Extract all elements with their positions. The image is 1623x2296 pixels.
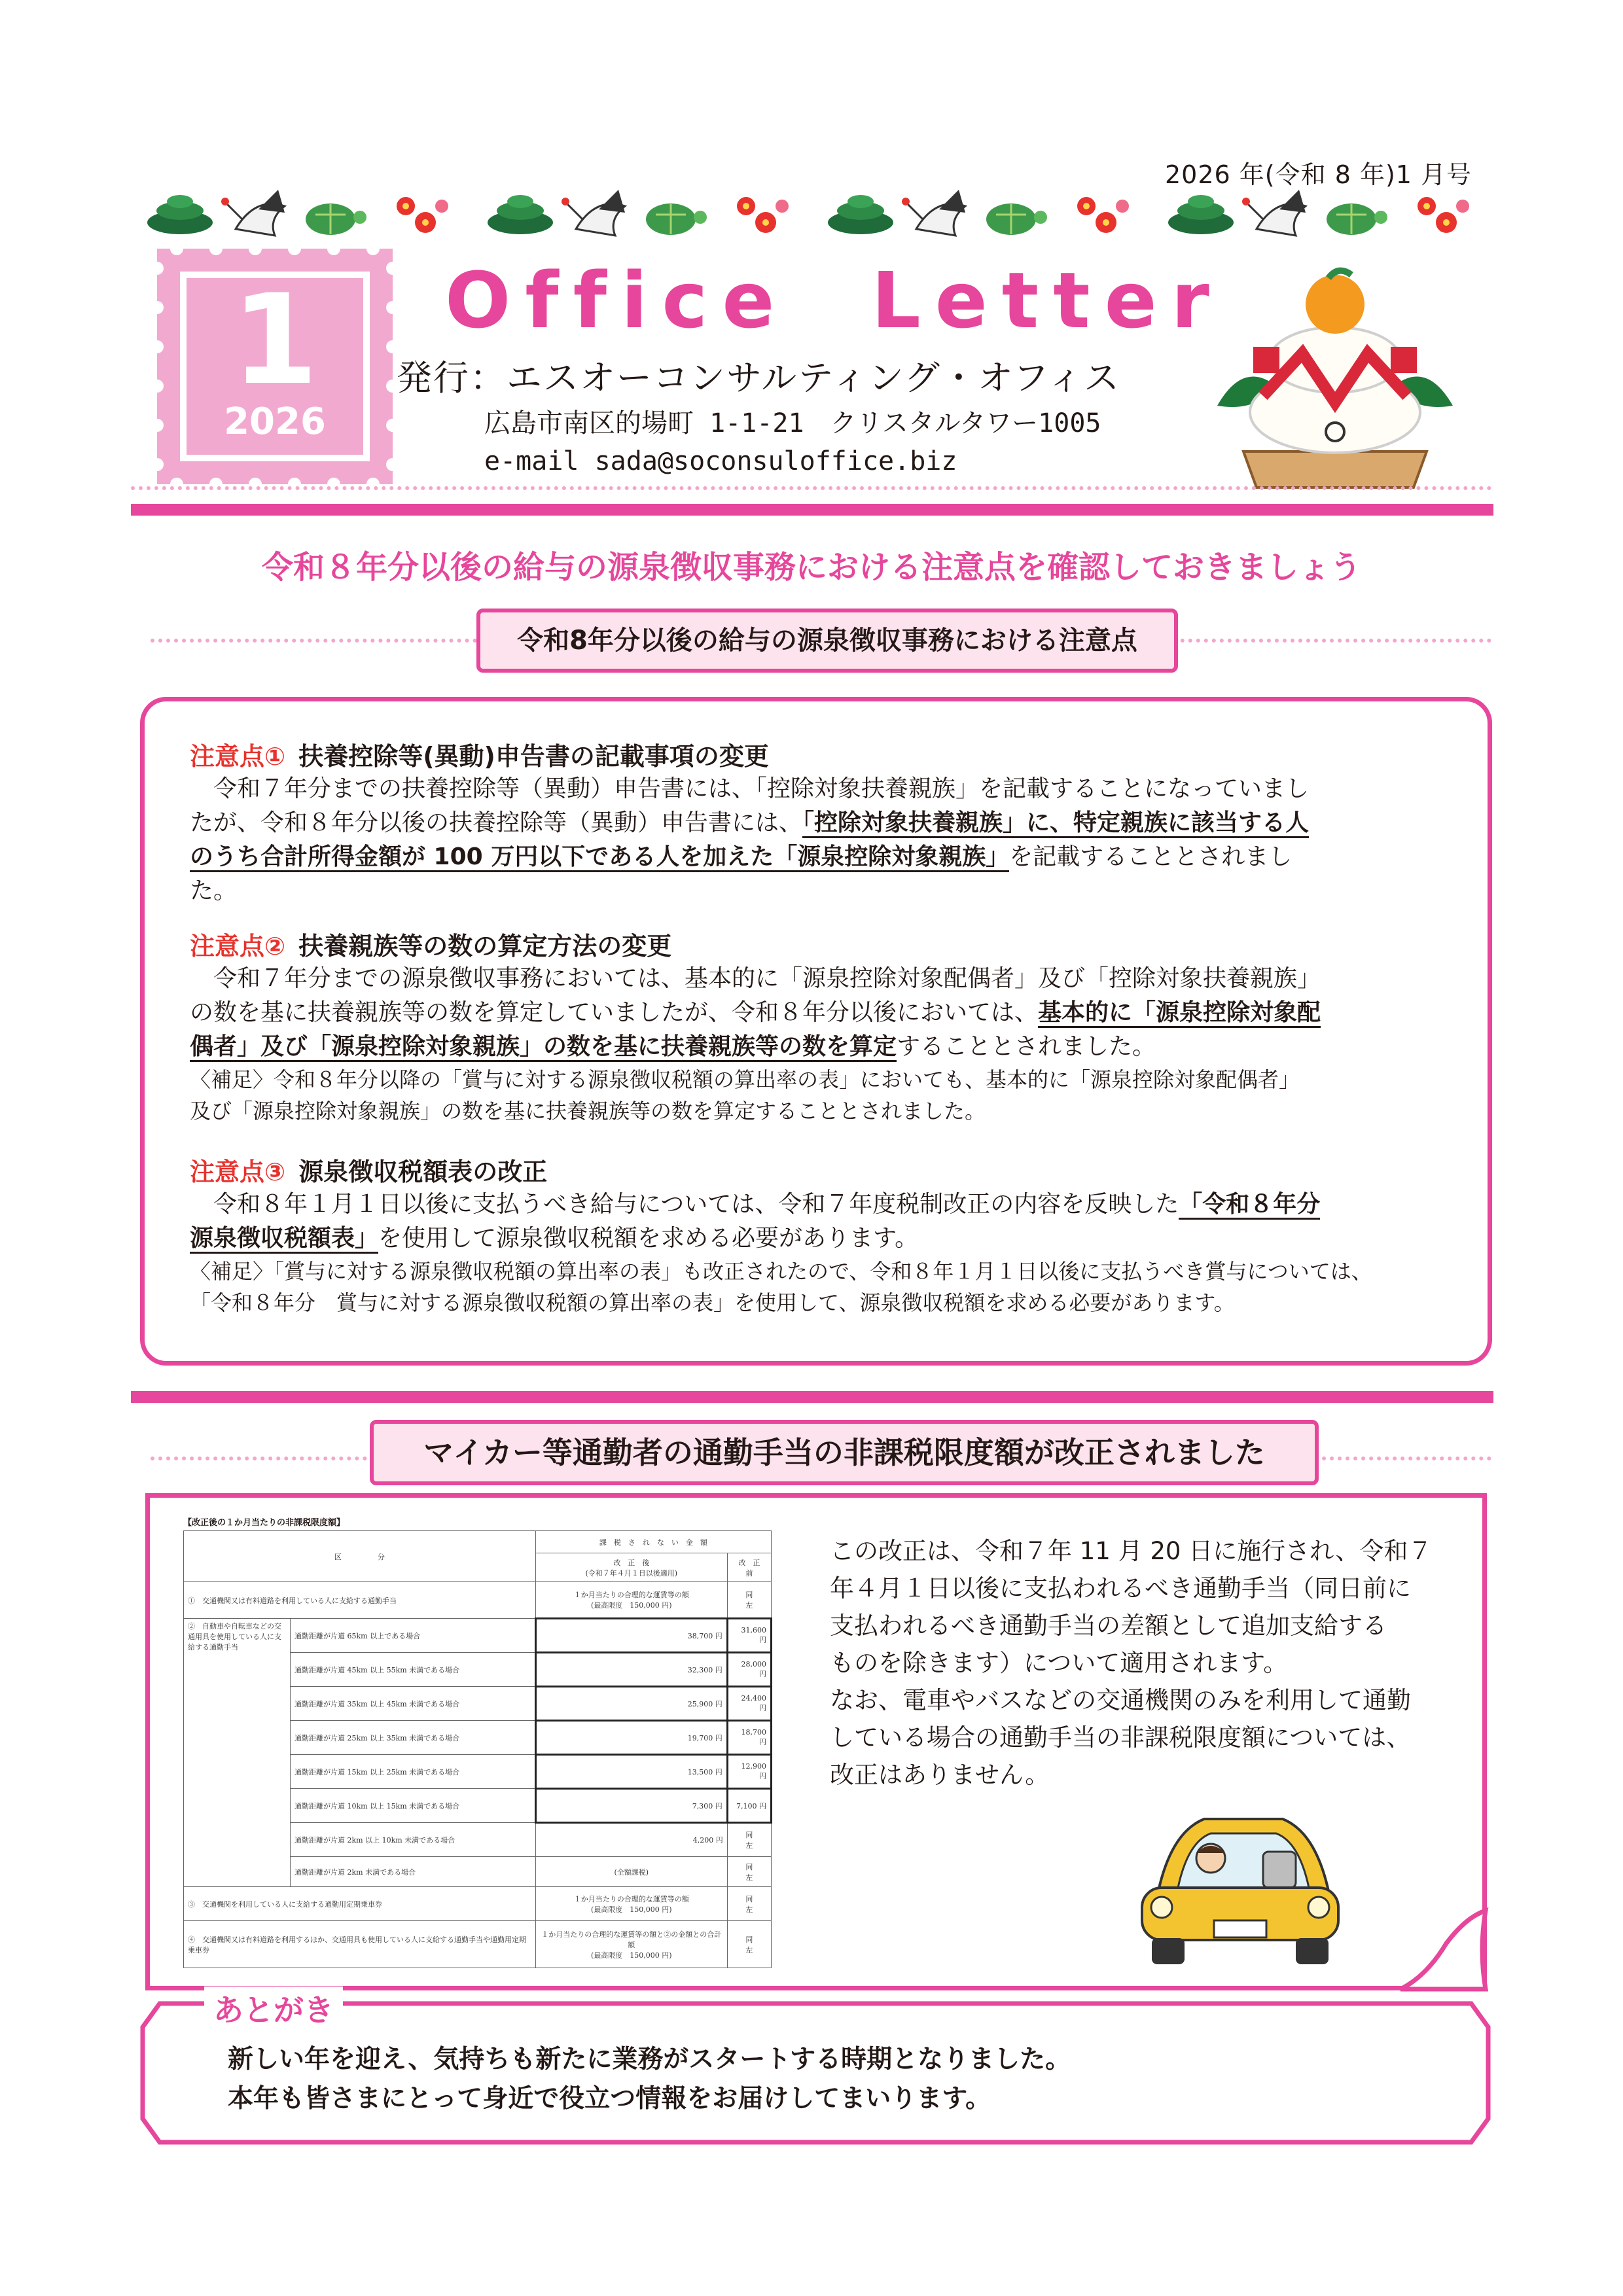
email: e-mail sada@soconsuloffice.biz [484, 446, 957, 476]
page-curl-icon [1387, 1904, 1492, 1996]
point2-number: 注意点② [190, 932, 286, 961]
header-bar [131, 504, 1493, 516]
point2-body: 令和７年分までの源泉徴収事務においては、基本的に「源泉控除対象配偶者」及び「控除対象扶養親族」 の数を基に扶養親族等の数を算定していましたが、令和８年分以後においては、基本的に「源泉控除対象配 偶者」及び「源泉控除対象親族」の数を基に扶養親族等の数を算定することとされました。 [190, 962, 1459, 1064]
point1-number: 注意点① [190, 742, 286, 771]
table-row: ② 自動車や自転車などの交通用具を使用している人に支給する通勤手当 通勤距離が片道 65km 以上である場合 38,700 円 31,600 円 [184, 1619, 772, 1653]
point3-title: 源泉徴収税額表の改正 [298, 1157, 548, 1186]
table-caption: 【改正後の１か月当たりの非課税限度額】 [183, 1518, 346, 1528]
table-row: 通勤距離が片道 35km 以上 45km 未満である場合 25,900 円 24,400 円 [184, 1687, 772, 1721]
tax-limit-table [183, 1515, 775, 1968]
point3-body: 令和８年１月１日以後に支払うべき給与については、令和７年度税制改正の内容を反映した「令和８年分 源泉徴収税額表」を使用して源泉徴収税額を求める必要があります。 [190, 1188, 1459, 1256]
kagami-mochi-icon [1204, 242, 1466, 491]
header-dotted-divider [131, 486, 1492, 490]
point1-title: 扶養控除等(異動)申告書の記載事項の変更 [298, 742, 769, 771]
stamp-number: 1 [231, 268, 319, 412]
publisher: 発行：エスオーコンサルティング・オフィス [397, 357, 1120, 398]
point2-note: 〈補足〉令和８年分以降の「賞与に対する源泉徴収税額の算出率の表」においても、基本的に「源泉控除対象配偶者」 及び「源泉控除対象親族」の数を基に扶養親族等の数を算定することとされました。 [190, 1067, 1300, 1123]
issue-stamp [157, 249, 393, 484]
point3-note: 〈補足〉「賞与に対する源泉徴収税額の算出率の表」も改正されたので、令和８年１月１日以後に支払うべき賞与については、 「令和８年分 賞与に対する源泉徴収税額の算出率の表」を使用して、源泉徴収税額を求める必要があります。 [190, 1259, 1372, 1315]
table-row: ① 交通機関又は有料道路を利用している人に支給する通勤手当 １か月当たりの合理的な運賃等の額 (最高限度 150,000 円) 同 左 [184, 1582, 772, 1619]
table-row: ④ 交通機関又は有料道路を利用するほか、交通用具も使用している人に支給する通勤手当や通勤用定期乗車券 １か月当たりの合理的な運賃等の額と②の金額との合計額 (最高限度 150,000 円) 同 左 [184, 1921, 772, 1968]
table-row: 通勤距離が片道 2km 未満である場合 (全額課税) 同 左 [184, 1857, 772, 1887]
main-headline: 令和８年分以後の給与の源泉徴収事務における注意点を確認しておきましょう [261, 549, 1361, 586]
table-header-before: 改 正 前 [727, 1553, 771, 1582]
point1-body: 令和７年分までの扶養控除等（異動）申告書には、「控除対象扶養親族」を記載することになっていまし たが、令和８年分以後の扶養控除等（異動）申告書には、「控除対象扶養親族」に、特定親族に該当する人 のうち合計所得金額が 100 万円以下である人を加えた「源泉控除対象親族」を記載することとされまし た。 [190, 775, 1310, 904]
section2-text: この改正は、令和７年 11 月 20 日に施行され、令和７ 年４月１日以後に支払われるべき通勤手当（同日前に 支払われるべき通勤手当の差額として追加支給する ものを除きます）について適用されます。 なお、電車やバスなどの交通機関のみを利用して通勤 している場合の通勤手当の非課税限度額については、 改正はありません。 [830, 1537, 1433, 1789]
section1-label: 令和8年分以後の給与の源泉徴収事務における注意点 [476, 609, 1178, 673]
newsletter-title: Office Letter [445, 255, 1224, 345]
table-header-after: 改 正 後 (令和７年４月１日以後適用) [535, 1553, 727, 1582]
crane-icon [221, 190, 285, 236]
address: 広島市南区的場町 1-1-21 クリスタルタワー1005 [484, 408, 1101, 438]
table-row: 通勤距離が片道 45km 以上 55km 未満である場合 32,300 円 28,000 円 [184, 1653, 772, 1687]
point3 [190, 1152, 1459, 1318]
turtle-icon [306, 203, 366, 235]
point2 [190, 926, 1459, 1127]
table-row: 通勤距離が片道 15km 以上 25km 未満である場合 13,500 円 12,900 円 [184, 1755, 772, 1789]
point2-title: 扶養親族等の数の算定方法の変更 [298, 932, 672, 961]
table-header-kubun: 区 分 [184, 1531, 536, 1582]
section2-label: マイカー等通勤者の通勤手当の非課税限度額が改正されました [370, 1420, 1319, 1485]
car-icon [1132, 1793, 1348, 1969]
point1 [190, 736, 1459, 908]
point3-number: 注意点③ [190, 1157, 286, 1186]
pine-icon [147, 195, 213, 234]
table-row: 通勤距離が片道 25km 以上 35km 未満である場合 19,700 円 18,700 円 [184, 1721, 772, 1755]
table-row: ③ 交通機関を利用している人に支給する通勤用定期乗車券 １か月当たりの合理的な運賃等の額 (最高限度 150,000 円) 同 左 [184, 1887, 772, 1921]
afterword-body: 新しい年を迎え、気持ちも新たに業務がスタートする時期となりました。 本年も皆さまにとって身近で役立つ情報をお届けしてまいります。 [228, 2045, 1071, 2113]
section2-bar [131, 1391, 1493, 1403]
afterword-title: あとがき [204, 1987, 343, 2030]
table-header-amount: 課 税 さ れ な い 金 額 [535, 1531, 771, 1553]
stamp-year: 2026 [224, 400, 326, 443]
issue-date: 2026 年(令和 8 年)1 月号 [1165, 160, 1472, 189]
plum-blossom-icon [397, 197, 448, 233]
table-row: 通勤距離が片道 10km 以上 15km 未満である場合 7,300 円 7,100 円 [184, 1789, 772, 1823]
table-row: 通勤距離が片道 2km 以上 10km 未満である場合 4,200 円 同 左 [184, 1823, 772, 1857]
